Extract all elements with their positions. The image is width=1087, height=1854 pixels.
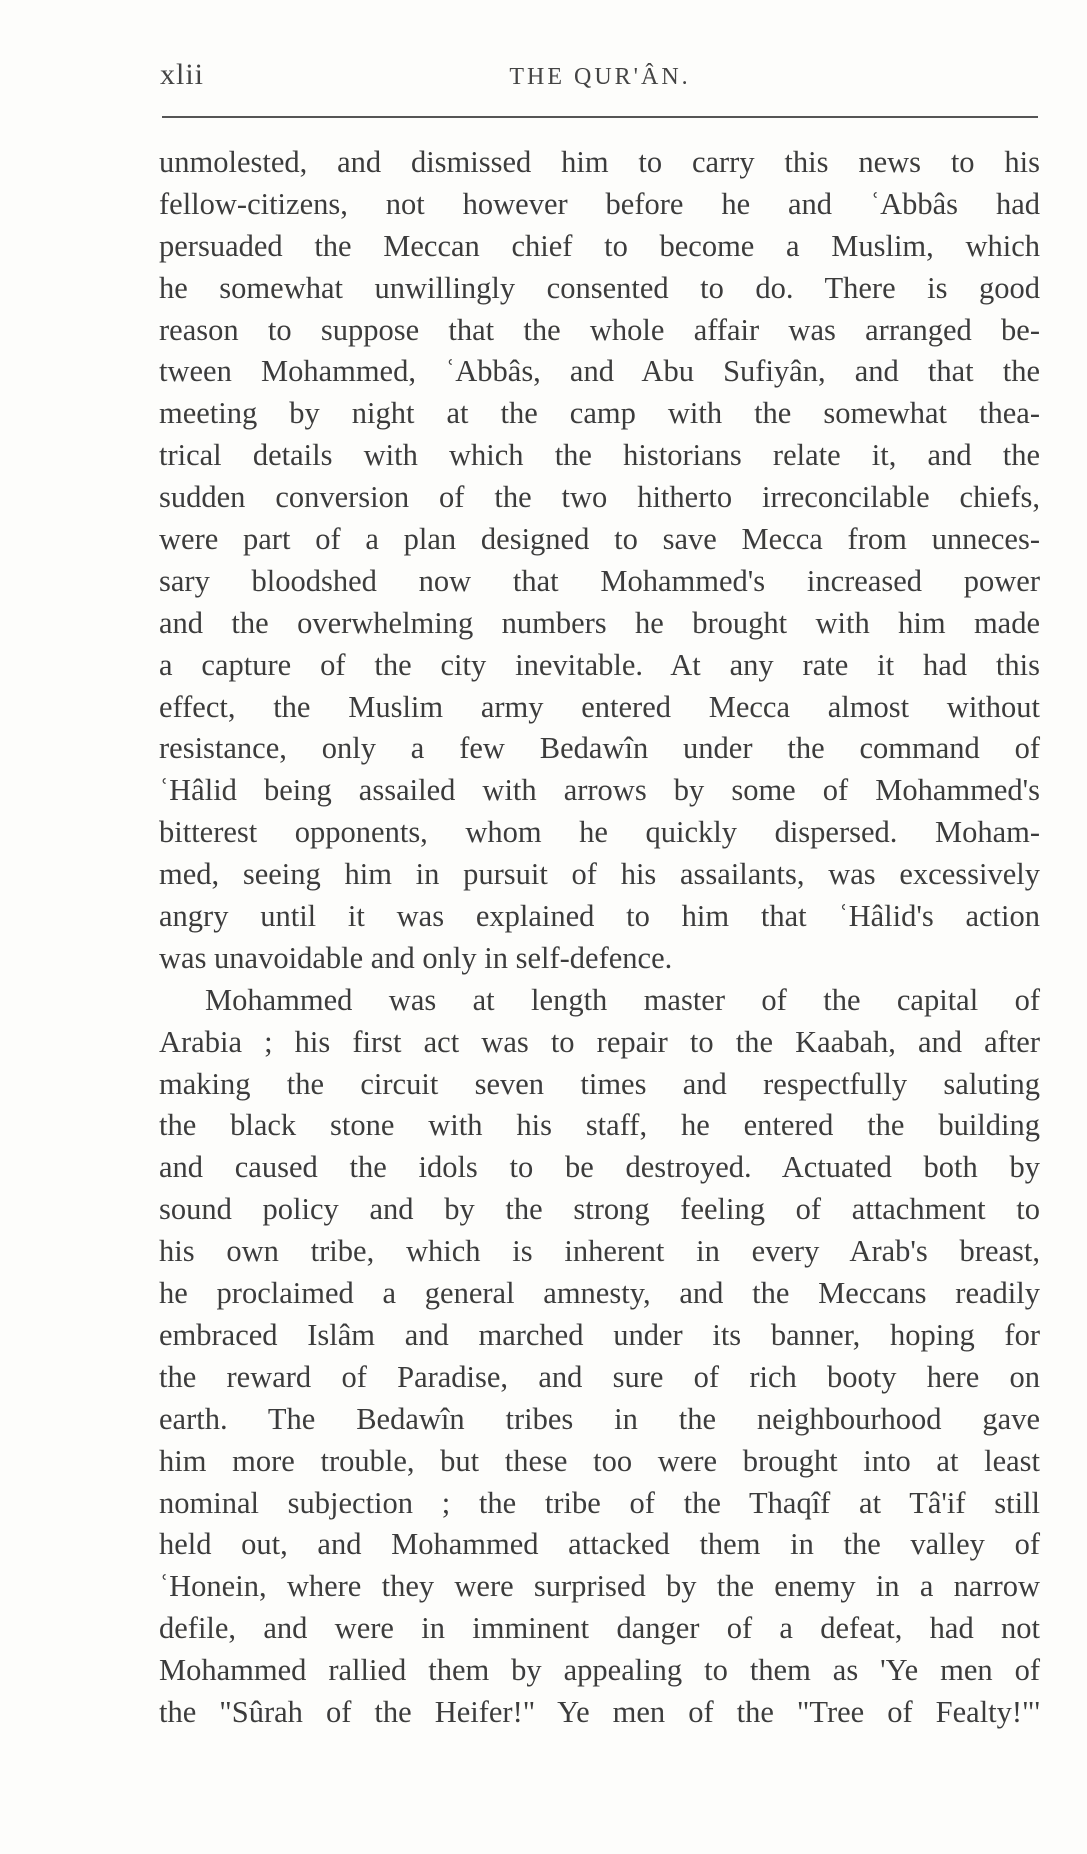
text-line: resistance, only a few Bedawîn under the command of: [159, 731, 1040, 766]
text-line: persuaded the Meccan chief to become a Muslim, which: [159, 228, 1040, 263]
text-line: the "Sûrah of the Heifer!" Ye men of the "Tree of Fealty!"': [159, 1694, 1040, 1729]
text-line: Mohammed rallied them by appealing to them as 'Ye men of: [159, 1653, 1040, 1688]
text-line: making the circuit seven times and respectfully saluting: [159, 1066, 1040, 1101]
header-rule: [162, 116, 1038, 118]
text-line: the black stone with his staff, he entered the building: [159, 1108, 1040, 1143]
page-number: xlii: [160, 58, 205, 91]
text-line: trical details with which the historians relate it, and the: [159, 438, 1040, 473]
text-line: Mohammed was at length master of the capital of: [205, 982, 1040, 1017]
paragraph-1: [159, 142, 1040, 980]
text-line: and caused the idols to be destroyed. Actuated both by: [159, 1150, 1040, 1185]
text-line: earth. The Bedawîn tribes in the neighbourhood gave: [159, 1401, 1040, 1436]
text-line: meeting by night at the camp with the somewhat thea-: [159, 396, 1040, 431]
text-line: med, seeing him in pursuit of his assailants, was excessively: [159, 857, 1040, 892]
text-line: a capture of the city inevitable. At any rate it had this: [159, 647, 1040, 682]
text-line: nominal subjection ; the tribe of the Thaqîf at Tâ'if still: [159, 1485, 1040, 1520]
text-line: he proclaimed a general amnesty, and the Meccans readily: [159, 1276, 1040, 1311]
running-title: THE QUR'ÂN.: [509, 64, 691, 90]
text-line: tween Mohammed, ʿAbbâs, and Abu Sufiyân, and that the: [159, 354, 1040, 389]
text-line: defile, and were in imminent danger of a defeat, had not: [159, 1611, 1040, 1646]
text-line: ʿHâlid being assailed with arrows by some of Mohammed's: [159, 773, 1040, 808]
text-line: were part of a plan designed to save Mecca from unneces-: [159, 522, 1040, 557]
text-line: bitterest opponents, whom he quickly dispersed. Moham-: [159, 815, 1040, 850]
text-line: angry until it was explained to him that ʿHâlid's action: [159, 899, 1040, 934]
text-line: embraced Islâm and marched under its banner, hoping for: [159, 1317, 1040, 1352]
text-line: held out, and Mohammed attacked them in the valley of: [159, 1527, 1040, 1562]
text-line: him more trouble, but these too were brought into at least: [159, 1443, 1040, 1478]
text-line: effect, the Muslim army entered Mecca almost without: [159, 689, 1040, 724]
text-line: sary bloodshed now that Mohammed's increased power: [159, 563, 1040, 598]
text-line: he somewhat unwillingly consented to do. There is good: [159, 270, 1040, 305]
text-line: was unavoidable and only in self-defence.: [159, 940, 673, 975]
text-line: fellow-citizens, not however before he and ʿAbbâs had: [159, 186, 1040, 221]
text-line: ʿHonein, where they were surprised by the enemy in a narrow: [159, 1569, 1040, 1604]
text-line: reason to suppose that the whole affair was arranged be-: [159, 312, 1040, 347]
text-line: and the overwhelming numbers he brought with him made: [159, 605, 1040, 640]
text-line: the reward of Paradise, and sure of rich booty here on: [159, 1359, 1040, 1394]
text-line: sudden conversion of the two hitherto irreconcilable chiefs,: [159, 480, 1040, 515]
text-line: Arabia ; his first act was to repair to the Kaabah, and after: [159, 1024, 1040, 1059]
text-line: his own tribe, which is inherent in every Arab's breast,: [159, 1234, 1040, 1269]
paragraph-2: [159, 980, 1040, 1734]
page-header: [160, 58, 1040, 98]
body-text: [159, 142, 1040, 1734]
text-line: sound policy and by the strong feeling of attachment to: [159, 1192, 1040, 1227]
text-line: unmolested, and dismissed him to carry this news to his: [159, 145, 1040, 179]
